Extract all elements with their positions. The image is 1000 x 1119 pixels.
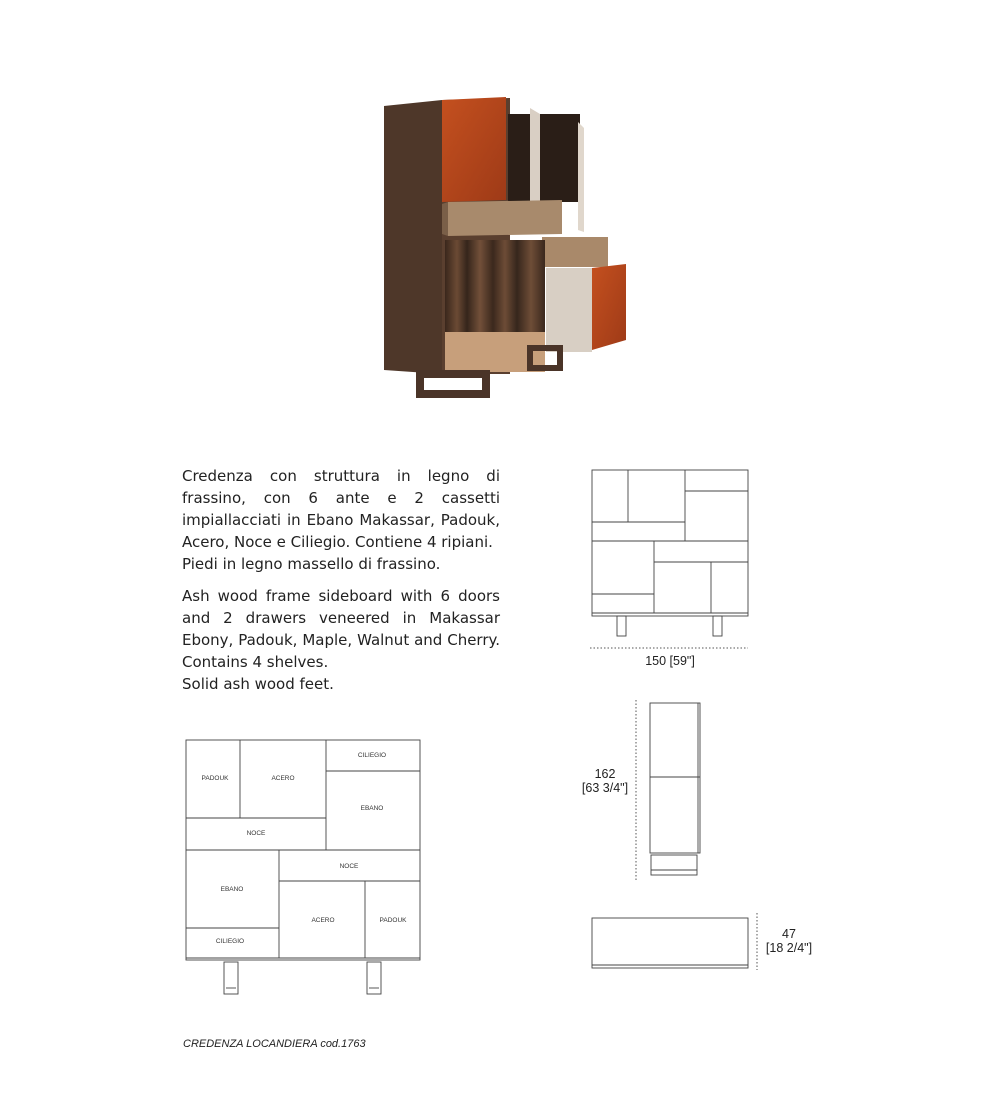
product-photo (370, 92, 640, 407)
depth-inches: [18 2/4"] (765, 941, 813, 955)
height-value: 162 (594, 767, 616, 781)
label-padouk-bottom: PADOUK (379, 917, 407, 924)
label-acero-bottom: ACERO (311, 917, 335, 924)
width-dimension-line (585, 645, 755, 651)
description-english-paragraph-2: Solid ash wood feet. (182, 675, 334, 693)
description-italian-paragraph-2: Piedi in legno massello di frassino. (182, 555, 441, 573)
label-noce-mid: NOCE (339, 863, 359, 870)
panel-layout-diagram (180, 735, 425, 1000)
width-dimension-label: 150 [59"] (645, 654, 695, 668)
label-ciliegio-top: CILIEGIO (357, 752, 387, 759)
front-elevation-drawing (585, 465, 755, 645)
top-plan-drawing (585, 910, 765, 975)
depth-value: 47 (782, 927, 796, 941)
height-inches: [63 3/4"] (581, 781, 629, 795)
description-italian-paragraph-1: Credenza con struttura in legno di frassino, con 6 ante e 2 cassetti impiallacciati in Ebano Makassar, Padouk, Acero, Noce e Ciliegio. Contiene 4 ripiani. (182, 467, 500, 551)
description-english-paragraph-1: Ash wood frame sideboard with 6 doors and 2 drawers veneered in Makassar Ebony, Padouk, Maple, Walnut and Cherry. Contains 4 shelves. (182, 587, 500, 671)
side-elevation-drawing (630, 698, 710, 883)
label-ebano-right: EBANO (360, 805, 384, 812)
description-italian (182, 465, 500, 575)
height-dimension-label (575, 767, 635, 795)
depth-dimension-label (758, 927, 820, 955)
label-padouk-top: PADOUK (201, 775, 229, 782)
label-ebano-left: EBANO (220, 886, 244, 893)
label-acero-top: ACERO (271, 775, 295, 782)
product-code-footer: CREDENZA LOCANDIERA cod.1763 (183, 1038, 366, 1050)
label-noce-left: NOCE (246, 830, 266, 837)
description-english (182, 585, 500, 695)
label-ciliegio-bottom: CILIEGIO (215, 938, 245, 945)
